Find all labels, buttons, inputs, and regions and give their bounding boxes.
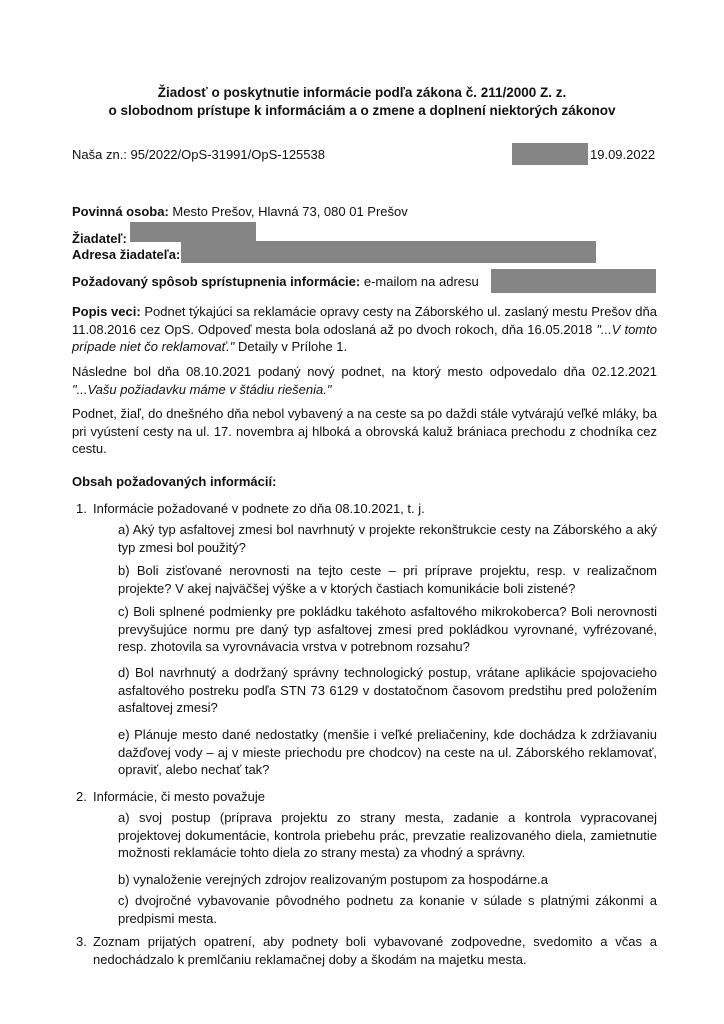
subitem-1e: e) Plánuje mesto dané nedostatky (menšie i veľké preliačeniny, kde dochádza k zdržiavaniu dažďovej vody – aj v mieste priechodu pre chodcov) na ceste na ul. Záborského reklamovať, opraviť, alebo nechať tak? [118, 727, 657, 777]
list-item-2-text: Informácie, či mesto považuje [93, 789, 265, 804]
method-value: e-mailom na adresu [363, 274, 479, 289]
redacted-block-applicant [130, 222, 256, 242]
follow-up-quote: "...Vašu požiadavku máme v štádiu riešenia." [72, 381, 332, 397]
contents-heading: Obsah požadovaných informácií: [72, 474, 277, 489]
address-label: Adresa žiadateľa: [72, 247, 181, 262]
list-item-2-number: 2. [76, 789, 87, 804]
subitem-2b: b) vynaloženie verejných zdrojov realizovaným postupom za hospodárne.a [118, 872, 548, 887]
list-item-3-text: Zoznam prijatých opatrení, aby podnety boli vybavované zodpovedne, svedomito a včas a nedochádzalo k premlčaniu reklamačnej doby a škodám na majetku mesta. [93, 934, 657, 967]
follow-up-text: Následne bol dňa 08.10.2021 podaný nový podnet, na ktorý mesto odpovedalo dňa 02.12.2021 [72, 364, 657, 379]
delivery-method [72, 273, 479, 291]
subitem-2a: a) svoj postup (príprava projektu zo strany mesta, zadanie a kontrola vypracovanej projektovej dokumentácie, kontrola priebehu prác, prevzatie realizovaného diela, zamietnutie možnosti reklamácie tohto diela zo strany mesta) za vhodný a správny. [118, 810, 657, 860]
subitem-1b: b) Boli zisťované nerovnosti na tejto ceste – pri príprave projektu, resp. v realizačnom projekte? V akej najväčšej výške a v ktorých častiach komunikácie boli zistené? [118, 563, 657, 596]
description-paragraph [72, 303, 657, 356]
description-text: Podnet týkajúci sa reklamácie opravy cesty na Záborského ul. zaslaný mestu Prešov dňa 11.08.2016 cez OpS. Odpoveď mesta bola odoslaná až po dvoch rokoch, dňa 16.05.2018 [72, 304, 657, 337]
subitem-1c: c) Boli splnené podmienky pre pokládku takéhoto asfaltového mikrokoberca? Boli nerovnosti prevyšujúce normu pre daný typ asfaltovej zmesi pred pokládkou vyrovnané, vyfrézované, resp. zhotovila sa vyrovnávacia vrstva v potrebnom rozsahu? [118, 604, 657, 654]
title-line-2: o slobodnom prístupe k informáciám a o zmene a doplnení niektorých zákonov [108, 103, 616, 118]
applicant-label: Žiadateľ: [72, 231, 127, 246]
subitem-1a: a) Aký typ asfaltovej zmesi bol navrhnutý v projekte rekonštrukcie cesty na Záborského a aký typ zmesi bol použitý? [118, 522, 657, 555]
description-after-quote: Detaily v Prílohe 1. [238, 339, 348, 354]
method-label: Požadovaný spôsob sprístupnenia informácie: [72, 274, 361, 289]
description-label: Popis veci: [72, 304, 141, 319]
redacted-block-address [181, 241, 596, 263]
title-line-1: Žiadosť o poskytnutie informácie podľa zákona č. 211/2000 Z. z. [157, 85, 567, 100]
redacted-block-email [491, 269, 656, 293]
follow-up-paragraph [72, 363, 657, 398]
description-quote: "...V tomto prípade niet čo reklamovať." [72, 321, 657, 354]
list-item-3-number: 3. [76, 934, 87, 949]
list-item-1-number: 1. [76, 501, 87, 516]
subitem-2c: c) dvojročné vybavovanie pôvodného podnetu za konanie v súlade s platnými zákonmi a predpismi mesta. [118, 893, 657, 926]
reference-label: Naša zn.: [72, 147, 127, 162]
reference-value: 95/2022/OpS-31991/OpS-125538 [130, 147, 325, 162]
subitem-1d: d) Bol navrhnutý a dodržaný správny technologický postup, vrátane aplikácie spojovacieho asfaltového postreku podľa STN 73 6129 v dostatočnom časovom predstihu pred položením asfaltovej zmesi? [118, 665, 657, 715]
obligated-label: Povinná osoba: [72, 204, 169, 219]
reference-date: 19.09.2022 [590, 147, 656, 162]
list-item-1-text: Informácie požadované v podnete zo dňa 08.10.2021, t. j. [93, 501, 425, 516]
obligated-person [72, 203, 408, 221]
redacted-block-date-prefix [512, 143, 588, 165]
reference-number [72, 146, 325, 164]
document-title [60, 84, 664, 120]
status-paragraph: Podnet, žiaľ, do dnešného dňa nebol vybavený a na ceste sa po daždi stále vytvárajú veľké mláky, ba pri vyústení cesty na ul. 17. novembra aj hlboká a obrovská kaluž brániaca prechodu z chodníka cez cestu. [72, 406, 657, 456]
obligated-value: Mesto Prešov, Hlavná 73, 080 01 Prešov [172, 204, 408, 219]
